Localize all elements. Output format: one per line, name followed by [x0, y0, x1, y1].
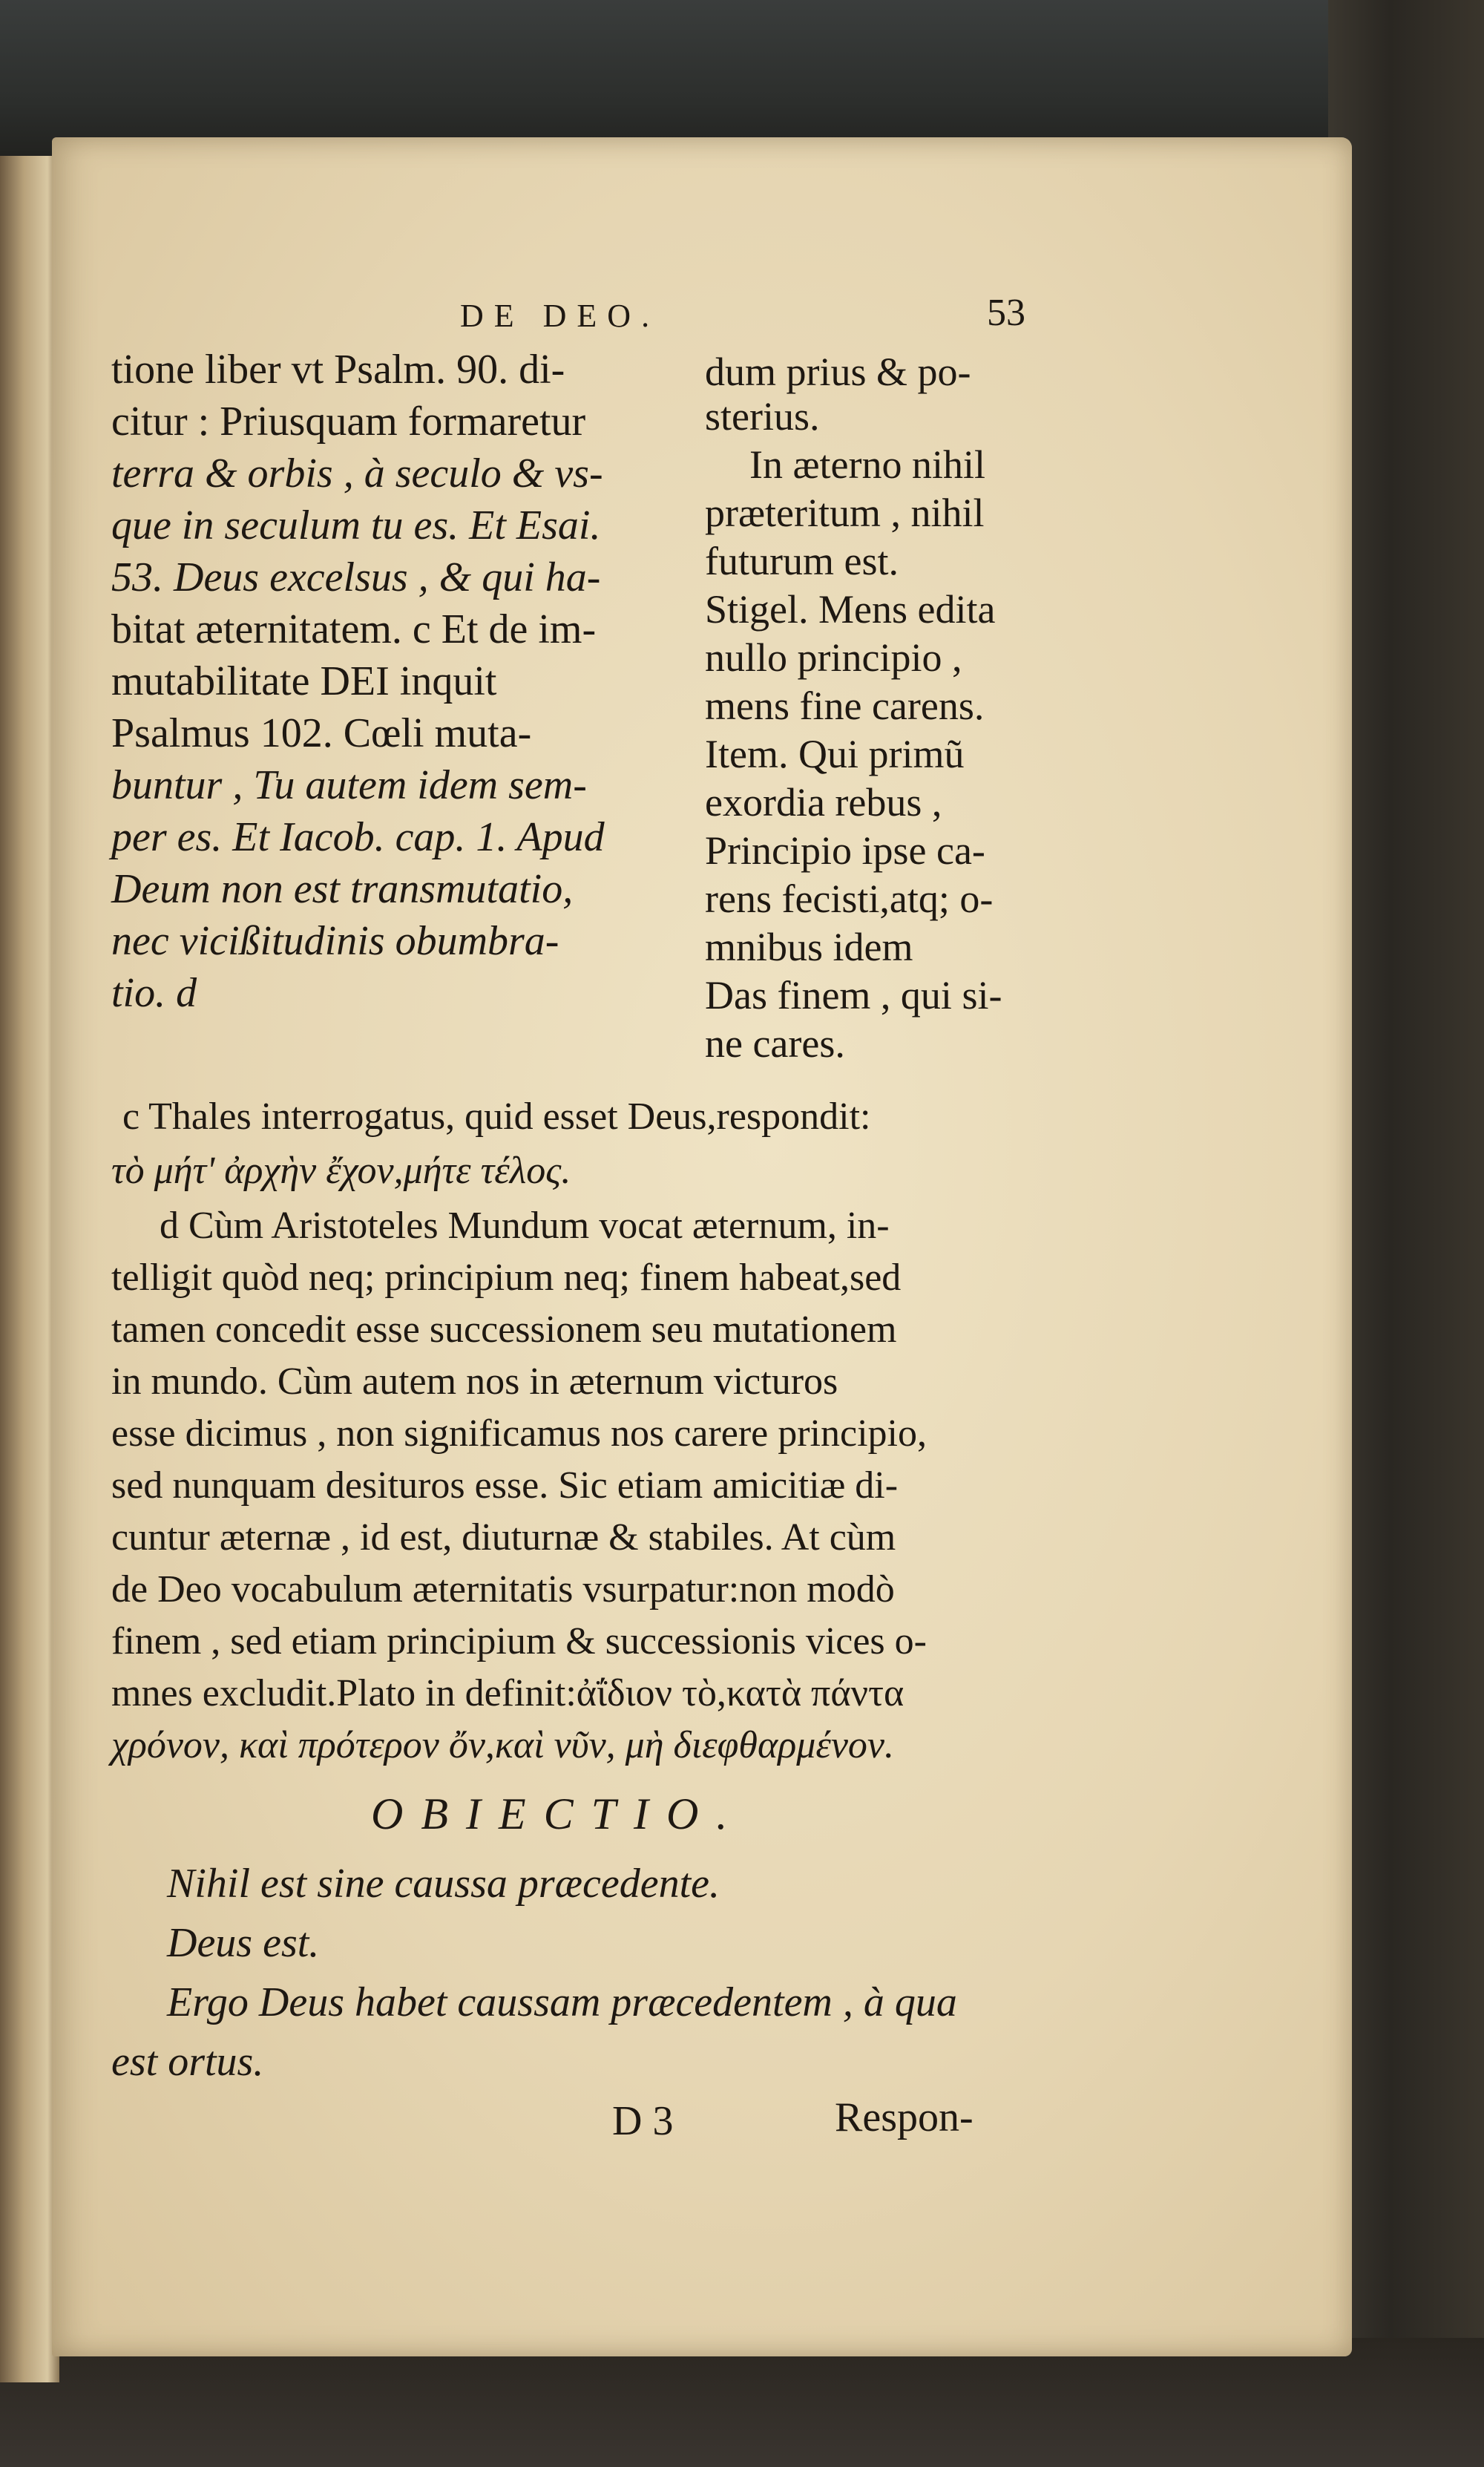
- main-line: Deum non est transmutatio,: [111, 866, 574, 912]
- main-line: terra & orbis , à seculo & vs-: [111, 451, 603, 497]
- side-line: futurum est.: [705, 539, 899, 583]
- side-line: mnibus idem: [705, 925, 913, 969]
- side-line: Item. Qui primũ: [705, 732, 965, 776]
- side-line: Principio ipse ca-: [705, 828, 985, 873]
- side-line: mens fine carens.: [705, 684, 985, 728]
- footnote-greek: τὸ μήτ' ἀρχὴν ἔχον,μήτε τέλος.: [111, 1150, 571, 1192]
- book-bottom-shadow: [0, 2338, 1484, 2467]
- signature-mark: D 3: [612, 2098, 674, 2144]
- catchword: Respon-: [835, 2094, 974, 2140]
- side-line: ne cares.: [705, 1021, 845, 1066]
- objection-line: Ergo Deus habet caussam præcedentem , à qua: [167, 1979, 957, 2025]
- footnote-line: telligit quòd neq; principium neq; finem habeat,sed: [111, 1257, 902, 1299]
- footnote-greek: χρόνον, καὶ πρότερον ὄν,καὶ νῦν, μὴ διεφθαρμένον.: [111, 1724, 894, 1766]
- main-line: per es. Et Iacob. cap. 1. Apud: [111, 814, 605, 860]
- footnote-line: in mundo. Cùm autem nos in æternum victuros: [111, 1360, 838, 1403]
- side-line: sterius.: [705, 394, 820, 439]
- side-line: Stigel. Mens edita: [705, 587, 996, 632]
- side-line: Das finem , qui si-: [705, 973, 1002, 1018]
- main-line: bitat æternitatem. c Et de im-: [111, 606, 597, 652]
- side-line: nullo principio ,: [705, 635, 962, 680]
- side-line: In æterno nihil: [749, 442, 985, 487]
- page-number: 53: [987, 292, 1025, 334]
- main-line: buntur , Tu autem idem sem-: [111, 762, 587, 808]
- footnote-line: de Deo vocabulum æternitatis vsurpatur:non modò: [111, 1568, 895, 1611]
- main-line: Psalmus 102. Cœli muta-: [111, 710, 532, 756]
- main-line: tione liber vt Psalm. 90. di-: [111, 347, 565, 393]
- footnote-line: finem , sed etiam principium & successionis vices o-: [111, 1620, 927, 1662]
- objection-line: Nihil est sine caussa præcedente.: [167, 1861, 720, 1907]
- section-heading: OBIECTIO.: [371, 1789, 746, 1838]
- footnote-line: c Thales interrogatus, quid esset Deus,respondit:: [122, 1095, 871, 1138]
- side-line: dum prius & po-: [705, 350, 971, 394]
- footnote-line: d Cùm Aristoteles Mundum vocat æternum, in-: [160, 1205, 890, 1247]
- main-line: 53. Deus excelsus , & qui ha-: [111, 554, 601, 600]
- side-line: rens fecisti,atq; o-: [705, 877, 994, 921]
- main-line: nec vicißitudinis obumbra-: [111, 918, 559, 964]
- main-line: citur : Priusquam formaretur: [111, 399, 586, 445]
- footnote-line: tamen concedit esse successionem seu mutationem: [111, 1308, 897, 1351]
- side-line: præteritum , nihil: [705, 491, 985, 535]
- objection-line: Deus est.: [167, 1920, 320, 1966]
- main-line: que in seculum tu es. Et Esai.: [111, 502, 601, 548]
- footnote-line: mnes excludit.Plato in definit:ἀΐδιον τὸ,κατὰ πάντα: [111, 1672, 904, 1714]
- side-line: exordia rebus ,: [705, 780, 942, 825]
- running-head: DE DEO.: [460, 298, 660, 334]
- footnote-line: esse dicimus , non significamus nos carere principio,: [111, 1412, 927, 1455]
- main-line: mutabilitate DEI inquit: [111, 658, 497, 704]
- objection-line: est ortus.: [111, 2039, 264, 2085]
- footnote-line: cuntur æternæ , id est, diuturnæ & stabiles. At cùm: [111, 1516, 896, 1559]
- facing-page-edge: [0, 156, 59, 2382]
- main-line: tio. d: [111, 970, 197, 1016]
- footnote-line: sed nunquam desituros esse. Sic etiam amicitiæ di-: [111, 1464, 899, 1507]
